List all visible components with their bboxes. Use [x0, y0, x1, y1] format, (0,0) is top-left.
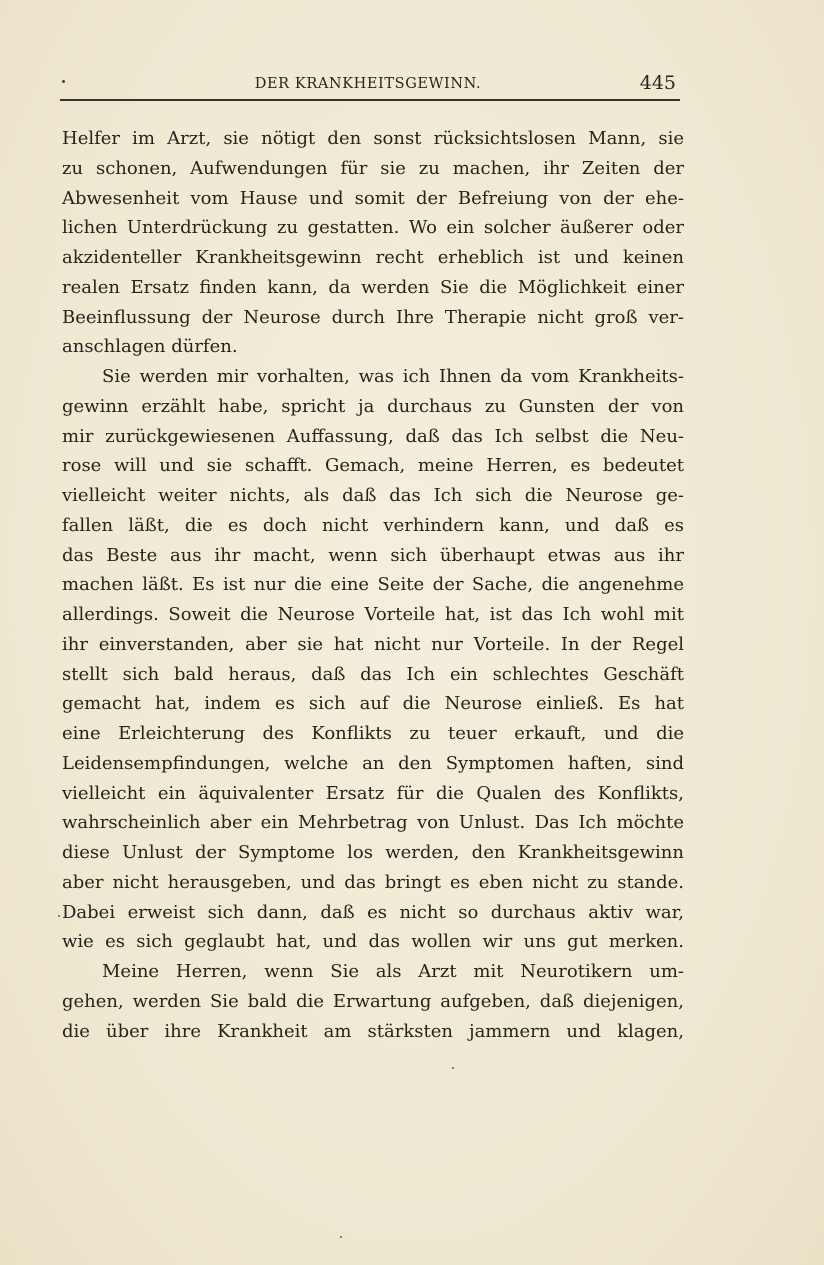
text-line: Leidensempfindungen, welche an den Symptomen haften, sind [62, 752, 684, 774]
text-line: gewinn erzählt habe, spricht ja durchaus zu Gunsten der von [62, 395, 684, 417]
text-line: diese Unlust der Symptome los werden, den Krankheitsgewinn [62, 842, 684, 863]
margin-dot-mark [58, 915, 60, 917]
text-line: rose will und sie schafft. Gemach, meine Herren, es bedeutet [62, 455, 684, 477]
text-line: allerdings. Soweit die Neurose Vorteile hat, ist das Ich wohl mit [62, 604, 684, 625]
page-dot-mark [340, 1236, 342, 1238]
text-line: vielleicht weiter nichts, als daß das Ich sich die Neurose ge- [62, 485, 684, 506]
text-line: wahrscheinlich aber ein Mehrbetrag von Unlust. Das Ich möchte [62, 812, 684, 834]
text-line: realen Ersatz finden kann, da werden Sie die Möglichkeit einer [62, 276, 684, 298]
paragraph-start-line: Sie werden mir vorhalten, was ich Ihnen da vom Krankheits- [102, 366, 684, 387]
page-number: 445 [639, 72, 676, 94]
body-text [62, 124, 684, 1046]
text-line: gehen, werden Sie bald die Erwartung aufgeben, daß diejenigen, [62, 990, 684, 1012]
text-line: mir zurückgewiesenen Auffassung, daß das Ich selbst die Neu- [62, 425, 684, 447]
page-dot-mark [452, 1067, 454, 1069]
text-line: das Beste aus ihr macht, wenn sich überhaupt etwas aus ihr [62, 544, 684, 566]
paragraph-start-line: Meine Herren, wenn Sie als Arzt mit Neurotikern um- [102, 961, 684, 982]
text-line: die über ihre Krankheit am stärksten jammern und klagen, [62, 1020, 684, 1042]
text-line: Helfer im Arzt, sie nötigt den sonst rücksichtslosen Mann, sie [62, 128, 684, 149]
text-line: lichen Unterdrückung zu gestatten. Wo ein solcher äußerer oder [62, 217, 684, 239]
text-line: fallen läßt, die es doch nicht verhindern kann, und daß es [62, 514, 684, 536]
text-line: vielleicht ein äquivalenter Ersatz für die Qualen des Konflikts, [62, 782, 684, 804]
text-line: ihr einverstanden, aber sie hat nicht nur Vorteile. In der Regel [62, 633, 684, 655]
text-line: zu schonen, Aufwendungen für sie zu machen, ihr Zeiten der [62, 157, 684, 179]
header-rule [60, 99, 680, 101]
text-line: wie es sich geglaubt hat, und das wollen wir uns gut merken. [62, 931, 684, 953]
text-line: Abwesenheit vom Hause und somit der Befreiung von der ehe- [62, 187, 684, 209]
text-line: akzidenteller Krankheitsgewinn recht erheblich ist und keinen [62, 247, 684, 268]
text-line: anschlagen dürfen. [62, 336, 238, 358]
running-header [60, 70, 676, 100]
running-title: DER KRANKHEITSGEWINN. [254, 76, 482, 92]
text-line: stellt sich bald heraus, daß das Ich ein schlechtes Geschäft [62, 663, 684, 685]
text-line: gemacht hat, indem es sich auf die Neurose einließ. Es hat [62, 693, 684, 715]
text-line: eine Erleichterung des Konflikts zu teuer erkauft, und die [62, 723, 684, 744]
text-line: Beeinflussung der Neurose durch Ihre Therapie nicht groß ver- [62, 306, 684, 328]
text-line: machen läßt. Es ist nur die eine Seite der Sache, die angenehme [62, 574, 684, 596]
text-line: aber nicht herausgeben, und das bringt es eben nicht zu stande. [62, 871, 684, 893]
text-line: Dabei erweist sich dann, daß es nicht so durchaus aktiv war, [62, 901, 684, 923]
